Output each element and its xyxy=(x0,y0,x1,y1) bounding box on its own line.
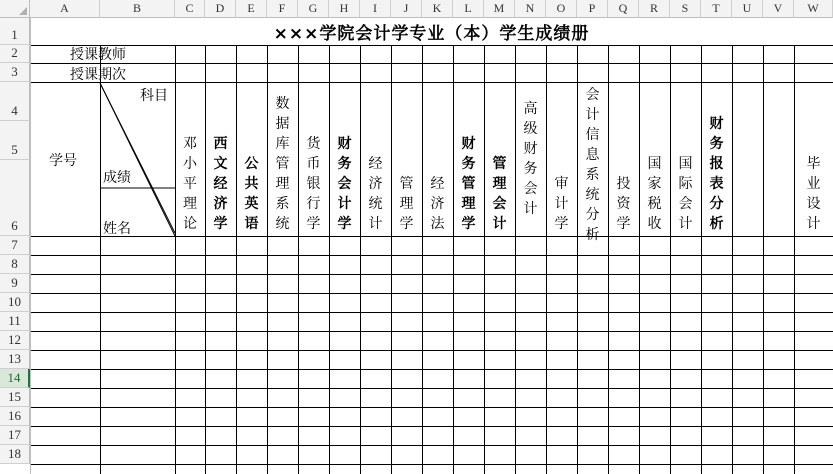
column-header-f[interactable]: F xyxy=(267,0,298,18)
column-header-j[interactable]: J xyxy=(391,0,422,18)
subject-header-p[interactable] xyxy=(577,83,608,243)
term-label[interactable]: 授课期次 xyxy=(70,67,126,83)
column-header-n[interactable]: N xyxy=(515,0,546,18)
subject-header-s[interactable] xyxy=(670,83,701,236)
score-label: 成绩 xyxy=(103,170,131,186)
subject-label: 国际会计 xyxy=(678,156,693,232)
subject-label: 科目 xyxy=(140,88,168,104)
subject-label: 邓小平理论 xyxy=(183,136,197,232)
row-header-12[interactable]: 12 xyxy=(0,331,30,350)
row-header-15[interactable]: 15 xyxy=(0,388,30,407)
subject-label: 会计信息系统分析 xyxy=(585,87,600,243)
column-header-d[interactable]: D xyxy=(205,0,236,18)
row-header-3[interactable]: 3 xyxy=(0,63,30,82)
column-header-w[interactable]: W xyxy=(794,0,833,18)
teacher-label[interactable]: 授课教师 xyxy=(70,47,126,63)
row-header-10[interactable]: 10 xyxy=(0,293,30,312)
subject-header-v[interactable] xyxy=(763,83,794,236)
row-header-11[interactable]: 11 xyxy=(0,312,30,331)
row-header-6[interactable]: 6 xyxy=(0,160,30,236)
row-header-7[interactable]: 7 xyxy=(0,236,30,255)
subject-header-j[interactable] xyxy=(391,83,422,236)
subject-label: 毕业设计 xyxy=(806,156,821,232)
column-header-q[interactable]: Q xyxy=(608,0,639,18)
column-header-s[interactable]: S xyxy=(670,0,701,18)
subject-header-h[interactable] xyxy=(329,83,360,236)
subject-header-k[interactable] xyxy=(422,83,453,236)
subject-header-c[interactable] xyxy=(175,83,205,236)
subject-label: 财务报表分析 xyxy=(709,116,724,232)
diagonal-line xyxy=(100,83,175,233)
subject-header-l[interactable] xyxy=(453,83,484,236)
subject-label: 投资学 xyxy=(616,176,631,232)
subject-label: 管理学 xyxy=(399,176,414,232)
student-id-header[interactable]: 学号 xyxy=(49,153,77,169)
column-header-h[interactable]: H xyxy=(329,0,360,18)
column-header-m[interactable]: M xyxy=(484,0,515,18)
column-header-o[interactable]: O xyxy=(546,0,577,18)
subject-header-d[interactable] xyxy=(205,83,236,236)
name-label: 姓名 xyxy=(103,221,131,237)
row-header-9[interactable]: 9 xyxy=(0,274,30,293)
row-header-16[interactable]: 16 xyxy=(0,407,30,426)
subject-header-e[interactable] xyxy=(236,83,267,236)
subject-header-o[interactable] xyxy=(546,83,577,236)
subject-label: 财务会计学 xyxy=(337,136,352,232)
subject-header-w[interactable] xyxy=(794,83,833,236)
subject-label: 管理会计 xyxy=(492,156,507,232)
subject-header-f[interactable] xyxy=(267,83,298,236)
row-header-13[interactable]: 13 xyxy=(0,350,30,369)
subject-label: 经济统计 xyxy=(368,156,383,232)
column-header-p[interactable]: P xyxy=(577,0,608,18)
row-header-4[interactable]: 4 xyxy=(0,82,30,121)
column-header-e[interactable]: E xyxy=(236,0,267,18)
subject-header-t[interactable] xyxy=(701,83,732,236)
column-header-c[interactable]: C xyxy=(175,0,205,18)
row-header-14[interactable]: 14 xyxy=(0,369,30,388)
column-header-t[interactable]: T xyxy=(701,0,732,18)
row-header-18[interactable]: 18 xyxy=(0,445,30,464)
column-header-u[interactable]: U xyxy=(732,0,763,18)
column-header-i[interactable]: I xyxy=(360,0,391,18)
subject-header-i[interactable] xyxy=(360,83,391,236)
row-header-2[interactable]: 2 xyxy=(0,45,30,63)
row-header-1[interactable]: 1 xyxy=(0,18,30,45)
subject-header-m[interactable] xyxy=(484,83,515,236)
subject-header-r[interactable] xyxy=(639,83,670,236)
subject-label: 高级财务会计 xyxy=(523,100,538,217)
column-header-a[interactable]: A xyxy=(30,0,100,18)
column-header-k[interactable]: K xyxy=(422,0,453,18)
subject-label: 数据库管理系统 xyxy=(275,96,290,232)
subject-label: 国家税收 xyxy=(647,156,662,232)
subject-label: 财务管理学 xyxy=(461,136,476,232)
column-header-v[interactable]: V xyxy=(763,0,794,18)
subject-label: 审计学 xyxy=(554,176,569,232)
subject-header-u[interactable] xyxy=(732,83,763,236)
sheet-title[interactable]: ×××学院会计学专业（本）学生成绩册 xyxy=(273,24,590,44)
subject-header-n[interactable] xyxy=(515,83,546,236)
row-header-17[interactable]: 17 xyxy=(0,426,30,445)
subject-label: 西文经济学 xyxy=(213,136,228,232)
subject-label: 经济法 xyxy=(430,176,445,232)
row-header-5[interactable]: 5 xyxy=(0,121,30,160)
column-header-g[interactable]: G xyxy=(298,0,329,18)
column-header-l[interactable]: L xyxy=(453,0,484,18)
column-header-b[interactable]: B xyxy=(100,0,175,18)
row-header-8[interactable]: 8 xyxy=(0,255,30,274)
subject-header-q[interactable] xyxy=(608,83,639,236)
subject-header-g[interactable] xyxy=(298,83,329,236)
subject-label: 公共英语 xyxy=(244,156,259,232)
column-header-r[interactable]: R xyxy=(639,0,670,18)
subject-label: 货币银行学 xyxy=(306,136,321,232)
